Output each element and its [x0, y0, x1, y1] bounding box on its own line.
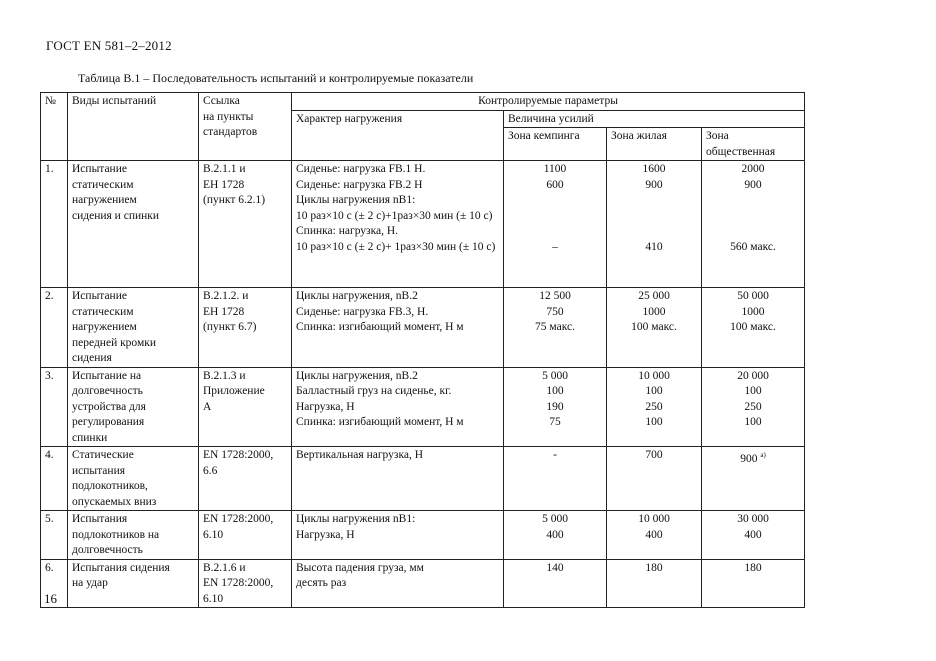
cell-line: EN 1728:2000,: [203, 449, 274, 461]
test-type-cell: [68, 367, 199, 447]
load-character-cell: [292, 447, 504, 511]
cell-line: Нагрузка, Н: [296, 528, 355, 541]
table-caption: Таблица В.1 – Последовательность испытаний и контролируемые показатели: [78, 71, 474, 85]
value-line: –: [552, 240, 558, 253]
value-line: 400: [744, 528, 762, 541]
cell-line: Циклы нагружения nB1:: [296, 194, 416, 206]
value-line: 750: [546, 305, 564, 318]
cell-line: А: [203, 400, 212, 413]
value-line: 1600: [642, 163, 666, 175]
value-line: 25 000: [638, 290, 670, 302]
document-title: ГОСТ EN 581–2–2012: [46, 38, 172, 53]
zone-public-value: [702, 288, 805, 368]
col-header-zone-residential: Зона жилая: [607, 128, 702, 161]
table-row: [41, 288, 805, 368]
reference-cell: [199, 447, 292, 511]
cell-line: опускаемых вниз: [72, 495, 157, 508]
load-character-cell: [292, 161, 504, 288]
zone-camping-value: [504, 559, 607, 608]
row-number: 4.: [41, 447, 68, 511]
value-line: 900: [744, 178, 762, 191]
cell-line: В.2.1.6 и: [203, 561, 246, 574]
cell-line: подлокотников на: [72, 528, 160, 541]
zone-residential-value: [607, 161, 702, 288]
value-line: 2000: [741, 163, 765, 175]
value-line: 100: [744, 416, 762, 428]
ref-header-line: стандартов: [203, 126, 258, 138]
col-header-test-type: Виды испытаний: [68, 93, 199, 161]
reference-cell: [199, 559, 292, 608]
value-line: [706, 448, 800, 468]
value-line: 400: [546, 528, 564, 541]
cell-line: Циклы нагружения, nB.2: [296, 369, 418, 382]
col-header-zone-public: [702, 128, 805, 161]
value-line: [706, 193, 800, 240]
header-row-1: [41, 93, 805, 111]
value-line: 30 000: [737, 513, 769, 525]
cell-line: В.2.1.2. и: [203, 290, 249, 302]
cell-line: Балластный груз на сиденье, кг.: [296, 385, 452, 397]
cell-line: В.2.1.1 и: [203, 163, 246, 175]
cell-line: EN 1728:2000,: [203, 577, 274, 589]
zone-public-value: [702, 511, 805, 560]
zone-public-value: [702, 559, 805, 608]
cell-line: 10 раз×10 с (± 2 с)+1раз×30 мин (± 10 с): [296, 209, 493, 222]
zone-residential-value: [607, 511, 702, 560]
cell-line: Спинка: нагрузка, Н.: [296, 225, 399, 237]
cell-line: Испытания: [72, 513, 128, 525]
cell-line: статическим: [72, 178, 134, 191]
value-line: 12 500: [539, 290, 571, 302]
value-line: 180: [744, 561, 762, 574]
value-line: 100: [546, 385, 564, 397]
zone-camping-value: [504, 161, 607, 288]
cell-line: регулирования: [72, 416, 145, 428]
value-line: 250: [744, 400, 762, 413]
zone-camping-value: [504, 511, 607, 560]
row-number: 2.: [41, 288, 68, 368]
cell-line: (пункт 6.7): [203, 321, 257, 333]
cell-line: Спинка: изгибающий момент, Н м: [296, 416, 464, 428]
cell-line: Сиденье: нагрузка FB.1 Н.: [296, 163, 426, 175]
cell-line: нагружением: [72, 321, 137, 333]
cell-line: Сиденье: нагрузка FB.3, Н.: [296, 305, 429, 318]
test-type-cell: [68, 161, 199, 288]
cell-line: сидения: [72, 352, 112, 364]
cell-line: долговечность: [72, 544, 143, 556]
value-text: 900: [740, 453, 758, 465]
zone-residential-value: [607, 559, 702, 608]
value-line: [508, 193, 602, 240]
cell-line: испытания: [72, 464, 126, 477]
value-line: 180: [645, 561, 663, 574]
value-line: 100 макс.: [631, 321, 677, 333]
cell-line: ЕН 1728: [203, 178, 245, 191]
table-row: [41, 447, 805, 511]
zone-public-value: [702, 161, 805, 288]
col-header-force: Величина усилий: [504, 110, 805, 128]
load-character-cell: [292, 511, 504, 560]
cell-line: Приложение: [203, 385, 265, 397]
cell-line: Испытание на: [72, 369, 142, 382]
load-character-cell: [292, 367, 504, 447]
footnote-mark: а): [760, 451, 766, 459]
zone-residential-value: [607, 447, 702, 511]
table-row: [41, 511, 805, 560]
value-line: 10 000: [638, 513, 670, 525]
test-sequence-table: [40, 92, 805, 608]
value-line: [611, 193, 697, 240]
cell-line: Вертикальная нагрузка, Н: [296, 449, 424, 461]
reference-cell: [199, 288, 292, 368]
value-line: 10 000: [638, 369, 670, 382]
load-character-cell: [292, 559, 504, 608]
table-row: [41, 559, 805, 608]
cell-line: десять раз: [296, 577, 347, 589]
cell-line: 10 раз×10 с (± 2 с)+ 1раз×30 мин (± 10 с): [296, 240, 496, 253]
reference-cell: [199, 511, 292, 560]
cell-line: 6.6: [203, 464, 218, 477]
value-line: 900: [645, 178, 663, 191]
row-number: 6.: [41, 559, 68, 608]
value-line: 100: [645, 385, 663, 397]
value-line: 50 000: [737, 290, 769, 302]
value-line: 1000: [741, 305, 765, 318]
value-line: 600: [546, 178, 564, 191]
value-line: 400: [645, 528, 663, 541]
value-line: 75 макс.: [535, 321, 575, 333]
test-type-cell: [68, 288, 199, 368]
value-line: 1100: [543, 163, 567, 175]
cell-line: на удар: [72, 577, 108, 589]
ref-header-line: Ссылка: [203, 95, 240, 107]
zone-public-value: [702, 367, 805, 447]
zone3-header-line: Зона: [706, 130, 729, 142]
value-line: 250: [645, 400, 663, 413]
cell-line: Циклы нагружения nB1:: [296, 513, 416, 525]
cell-line: В.2.1.3 и: [203, 369, 246, 382]
cell-line: Спинка: изгибающий момент, Н м: [296, 321, 464, 333]
cell-line: Сиденье: нагрузка FB.2 Н: [296, 178, 423, 191]
table-row: [41, 161, 805, 288]
col-header-load-character: Характер нагружения: [292, 110, 504, 161]
reference-cell: [199, 161, 292, 288]
row-number: 3.: [41, 367, 68, 447]
value-line: 100: [744, 385, 762, 397]
col-header-zone-camping: Зона кемпинга: [504, 128, 607, 161]
zone-camping-value: [504, 447, 607, 511]
value-line: 5 000: [542, 513, 568, 525]
test-type-cell: [68, 511, 199, 560]
cell-line: ЕН 1728: [203, 305, 245, 318]
cell-line: передней кромки: [72, 336, 156, 349]
zone-residential-value: [607, 288, 702, 368]
value-line: 100: [645, 416, 663, 428]
zone-residential-value: [607, 367, 702, 447]
cell-line: нагружением: [72, 194, 137, 206]
cell-line: устройства для: [72, 400, 146, 413]
value-line: 140: [546, 561, 564, 574]
col-header-num: №: [41, 93, 68, 161]
zone3-header-line: общественная: [706, 145, 776, 158]
row-number: 1.: [41, 161, 68, 288]
col-header-params: Контролируемые параметры: [292, 93, 805, 111]
cell-line: сидения и спинки: [72, 209, 160, 222]
cell-line: подлокотников,: [72, 480, 148, 492]
value-line: 5 000: [542, 369, 568, 382]
value-line: 410: [645, 240, 663, 253]
value-line: 1000: [642, 305, 666, 318]
test-type-cell: [68, 559, 199, 608]
col-header-reference: [199, 93, 292, 161]
value-line: 560 макс.: [730, 240, 776, 253]
page-number: 16: [44, 591, 57, 606]
value-line: 700: [645, 449, 663, 461]
cell-line: Статические: [72, 449, 134, 461]
cell-line: Циклы нагружения, nB.2: [296, 290, 418, 302]
cell-line: Испытания сидения: [72, 561, 170, 574]
zone-public-value: [702, 447, 805, 511]
load-character-cell: [292, 288, 504, 368]
value-line: -: [553, 449, 557, 461]
test-type-cell: [68, 447, 199, 511]
table-row: [41, 367, 805, 447]
cell-line: 6.10: [203, 528, 224, 541]
zone-camping-value: [504, 288, 607, 368]
reference-cell: [199, 367, 292, 447]
value-line: 20 000: [737, 369, 769, 382]
cell-line: (пункт 6.2.1): [203, 194, 266, 206]
cell-line: Испытание: [72, 163, 127, 175]
value-line: 100 макс.: [730, 321, 776, 333]
zone-camping-value: [504, 367, 607, 447]
ref-header-line: на пункты: [203, 110, 254, 123]
cell-line: 6.10: [203, 592, 224, 605]
row-number: 5.: [41, 511, 68, 560]
cell-line: спинки: [72, 431, 108, 444]
cell-line: долговечность: [72, 385, 143, 397]
cell-line: Нагрузка, Н: [296, 400, 355, 413]
cell-line: EN 1728:2000,: [203, 513, 274, 525]
value-line: 75: [549, 416, 561, 428]
value-line: 190: [546, 400, 564, 413]
cell-line: статическим: [72, 305, 134, 318]
cell-line: Высота падения груза, мм: [296, 561, 424, 574]
cell-line: Испытание: [72, 290, 127, 302]
